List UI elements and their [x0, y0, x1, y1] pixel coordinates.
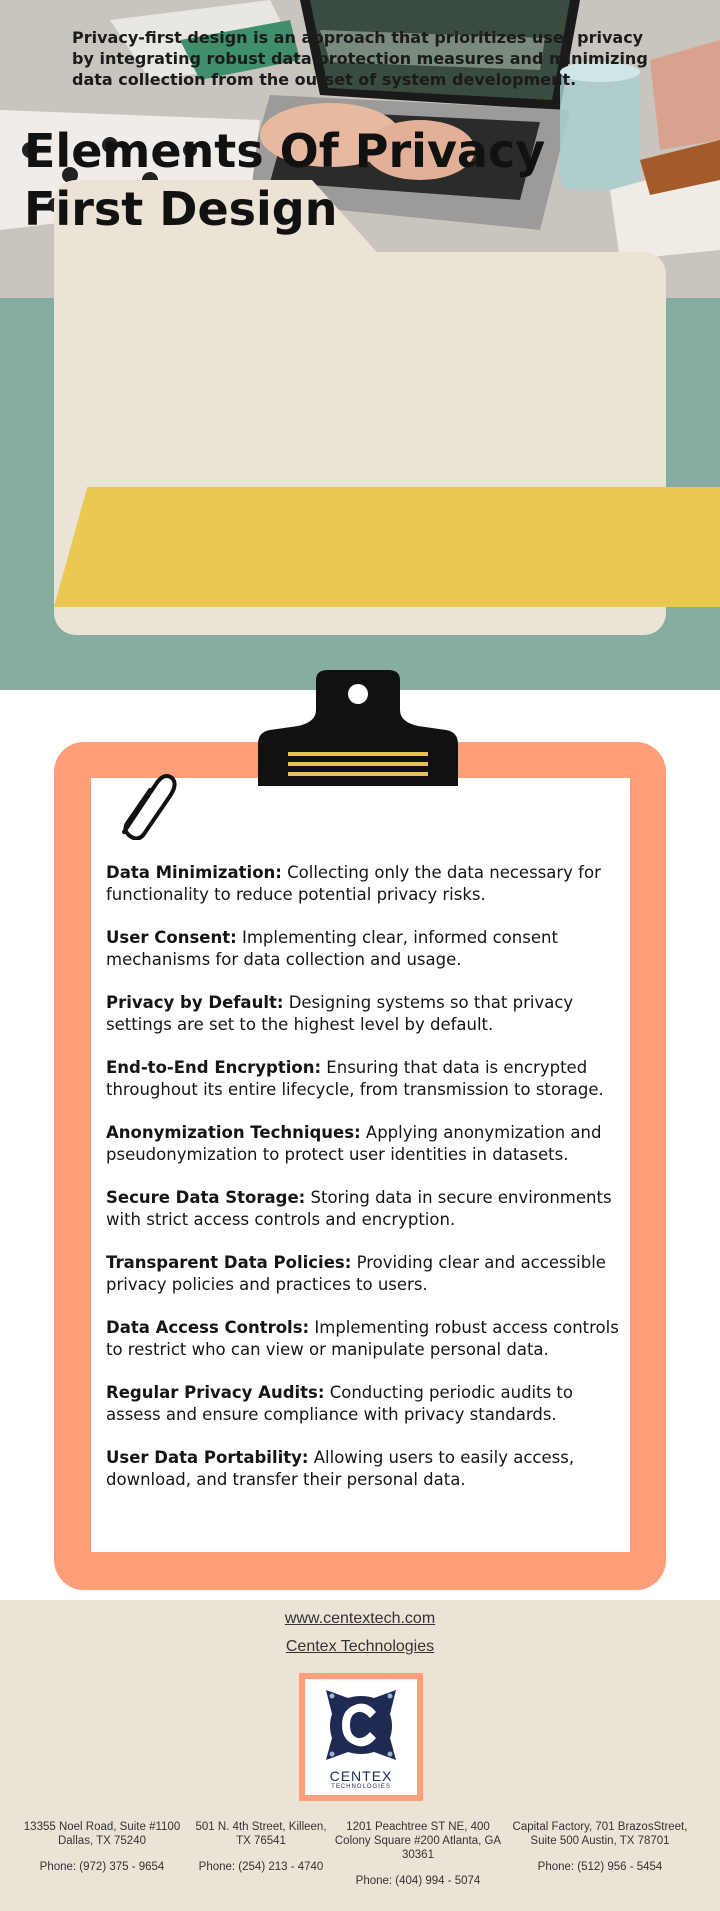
centex-logo-icon [318, 1684, 404, 1766]
office-phone: Phone: (512) 956 - 5454 [537, 1861, 663, 1873]
page-title: Elements Of Privacy First Design [24, 124, 546, 236]
office-killeen [190, 1820, 332, 1874]
banner-shape [54, 487, 720, 607]
intro-banner [54, 487, 720, 607]
list-item: Privacy by Default: Designing systems so that privacy settings are set to the highest level by default. [106, 993, 574, 1034]
list-item: Anonymization Techniques: Applying anonymization and pseudonymization to protect user identities in datasets. [106, 1123, 602, 1164]
office-phone: Phone: (254) 213 - 4740 [198, 1861, 324, 1873]
list-item: User Data Portability: Allowing users to easily access, download, and transfer their personal data. [106, 1448, 575, 1489]
list-item: Secure Data Storage: Storing data in secure environments with strict access controls and encryption. [106, 1188, 612, 1229]
office-address: 1201 Peachtree ST NE, 400 Colony Square #200 Atlanta, GA 30361 [334, 1821, 502, 1861]
office-phone: Phone: (972) 375 - 9654 [39, 1861, 165, 1873]
website-link[interactable]: www.centextech.com [284, 1610, 436, 1627]
paperclip-icon [118, 770, 178, 840]
list-item: User Consent: Implementing clear, informed consent mechanisms for data collection and usage. [106, 928, 558, 969]
intro-text: Privacy-first design is an approach that prioritizes user privacy by integrating robust data protection measures and minimizing data collection from the outset of system development. [72, 28, 648, 89]
clipboard-clip-icon [258, 670, 458, 790]
office-address: Capital Factory, 701 BrazosStreet, Suite 500 Austin, TX 78701 [512, 1821, 688, 1847]
office-address: 501 N. 4th Street, Killeen, TX 76541 [195, 1821, 327, 1847]
office-dallas [6, 1820, 198, 1874]
list-item: Regular Privacy Audits: Conducting periodic audits to assess and ensure compliance with privacy standards. [106, 1383, 573, 1424]
office-atlanta [332, 1820, 504, 1888]
logo-wordmark: CENTEX [329, 1768, 393, 1784]
office-austin [500, 1820, 700, 1874]
list-item: End-to-End Encryption: Ensuring that data is encrypted throughout its entire lifecycle, from transmission to storage. [106, 1058, 604, 1099]
logo-subtitle: TECHNOLOGIES [331, 1784, 391, 1790]
list-item: Data Minimization: Collecting only the data necessary for functionality to reduce potential privacy risks. [106, 863, 601, 904]
elements-list [106, 862, 626, 1512]
office-phone: Phone: (404) 994 - 5074 [355, 1875, 481, 1887]
list-item: Transparent Data Policies: Providing clear and accessible privacy policies and practices to users. [106, 1253, 606, 1294]
list-item: Data Access Controls: Implementing robust access controls to restrict who can view or manipulate personal data. [106, 1318, 619, 1359]
office-address: 13355 Noel Road, Suite #1100 Dallas, TX 75240 [23, 1821, 181, 1847]
company-link[interactable]: Centex Technologies [285, 1638, 435, 1655]
